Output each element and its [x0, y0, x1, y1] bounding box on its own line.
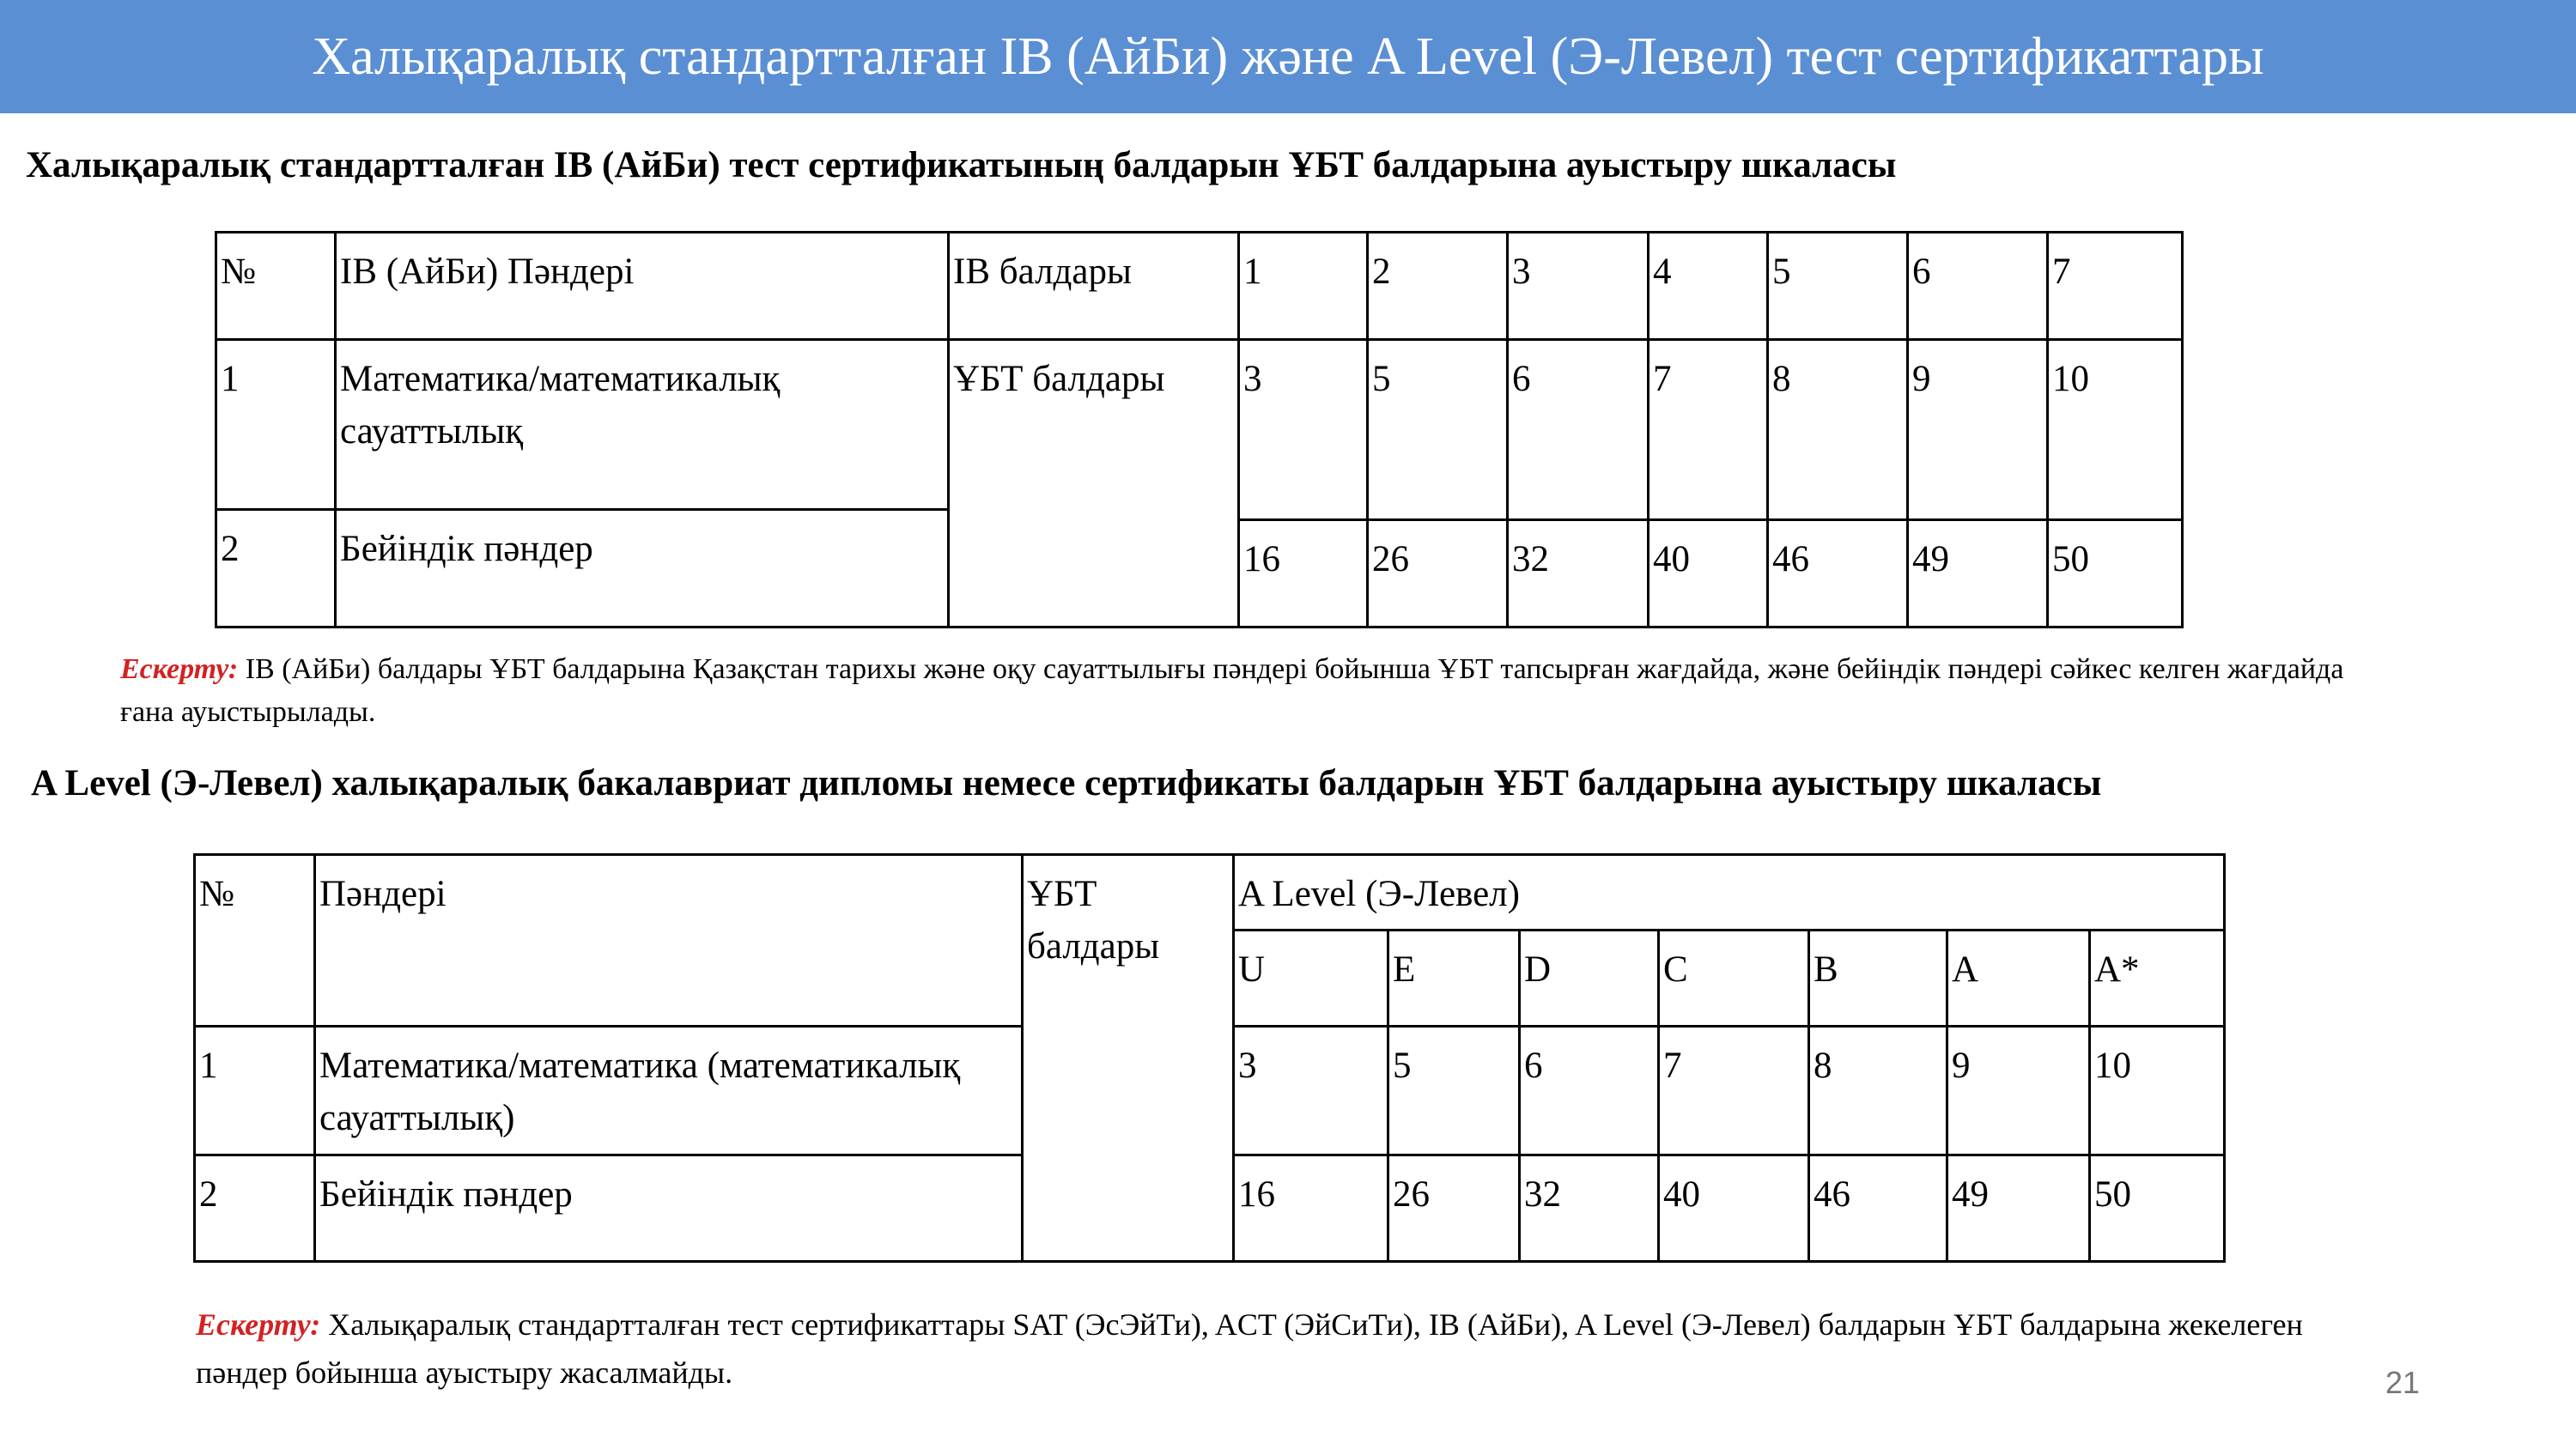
- ib-row-no: 2: [216, 510, 336, 627]
- alevel-score: 6: [1520, 1027, 1659, 1155]
- ib-score: 49: [1908, 520, 2048, 627]
- alevel-col-no: №: [195, 855, 315, 1027]
- alevel-score: 7: [1659, 1027, 1809, 1155]
- alevel-score: 5: [1388, 1027, 1520, 1155]
- ib-score: 7: [1649, 340, 1768, 520]
- alevel-note-text: Халықаралық стандартталған тест сертификаттары SAT (ЭсЭйТи), ACT (ЭйСиТи), IB (АйБи), A Level (Э-Левел) балдарын ҰБТ балдарына жекелеген пәндер бойынша ауыстыру жасалмайды.: [196, 1307, 2303, 1390]
- alevel-grade: U: [1234, 931, 1388, 1027]
- alevel-row-subject: Бейіндік пәндер: [315, 1155, 1023, 1262]
- alevel-note-label: Ескерту:: [196, 1307, 321, 1342]
- alevel-score: 3: [1234, 1027, 1388, 1155]
- ib-conversion-table: [215, 231, 2184, 628]
- ib-score: 16: [1239, 520, 1368, 627]
- alevel-grade: A: [1947, 931, 2090, 1027]
- ib-score: 9: [1908, 340, 2048, 520]
- ib-point: 2: [1368, 233, 1508, 340]
- ib-point: 7: [2048, 233, 2183, 340]
- ib-section-heading: Халықаралық стандартталған IB (АйБи) тест сертификатының балдарын ҰБТ балдарына ауыстыру шкаласы: [26, 145, 1897, 185]
- alevel-row-no: 1: [195, 1027, 315, 1155]
- ib-score: 40: [1649, 520, 1768, 627]
- ib-row-subject: Математика/математикалық сауаттылық: [336, 340, 949, 510]
- alevel-note: [196, 1300, 2351, 1397]
- ib-score: 8: [1768, 340, 1908, 520]
- alevel-col-ubt: ҰБТ балдары: [1023, 855, 1234, 1262]
- alevel-score: 10: [2090, 1027, 2225, 1155]
- alevel-grade: A*: [2090, 931, 2225, 1027]
- ib-point: 6: [1908, 233, 2048, 340]
- ib-score: 6: [1508, 340, 1649, 520]
- ib-note-label: Ескерту:: [120, 653, 239, 685]
- ib-point: 3: [1508, 233, 1649, 340]
- alevel-col-subject: Пәндері: [315, 855, 1023, 1027]
- ib-score: 26: [1368, 520, 1508, 627]
- ib-note: [120, 648, 2396, 734]
- ib-note-text: IB (АйБи) балдары ҰБТ балдарына Қазақстан тарихы және оқу сауаттылығы пәндері бойынша ҰБТ тапсырған жағдайда, және бейіндік пәндері сәйкес келген жағдайда ғана ауыстырылады.: [120, 653, 2344, 728]
- ib-score: 32: [1508, 520, 1649, 627]
- page-number: 21: [2385, 1365, 2421, 1400]
- alevel-row-no: 2: [195, 1155, 315, 1262]
- alevel-score: 40: [1659, 1155, 1809, 1262]
- alevel-score: 16: [1234, 1155, 1388, 1262]
- ib-score: 10: [2048, 340, 2183, 520]
- ib-ubt-label: ҰБТ балдары: [949, 340, 1239, 627]
- alevel-col-alevel: A Level (Э-Левел): [1234, 855, 2225, 931]
- alevel-header-row: [195, 855, 2225, 931]
- ib-score: 50: [2048, 520, 2183, 627]
- ib-row-no: 1: [216, 340, 336, 510]
- alevel-row-subject: Математика/математика (математикалық сауаттылық): [315, 1027, 1023, 1155]
- ib-score: 3: [1239, 340, 1368, 520]
- alevel-score: 49: [1947, 1155, 2090, 1262]
- alevel-score: 9: [1947, 1027, 2090, 1155]
- alevel-score: 50: [2090, 1155, 2225, 1262]
- alevel-grade: B: [1809, 931, 1947, 1027]
- ib-col-no: №: [216, 233, 336, 340]
- alevel-score: 8: [1809, 1027, 1947, 1155]
- slide-title: Халықаралық стандартталған IB (АйБи) және A Level (Э-Левел) тест сертификаттары: [312, 27, 2264, 86]
- ib-score: 5: [1368, 340, 1508, 520]
- ib-point: 1: [1239, 233, 1368, 340]
- ib-point: 4: [1649, 233, 1768, 340]
- ib-row-subject: Бейіндік пәндер: [336, 510, 949, 627]
- alevel-score: 32: [1520, 1155, 1659, 1262]
- ib-col-subject: IB (АйБи) Пәндері: [336, 233, 949, 340]
- alevel-grade: E: [1388, 931, 1520, 1027]
- alevel-conversion-table: [193, 853, 2226, 1263]
- ib-score: 46: [1768, 520, 1908, 627]
- alevel-score: 46: [1809, 1155, 1947, 1262]
- alevel-grade: D: [1520, 931, 1659, 1027]
- slide-title-banner: [0, 0, 2576, 113]
- alevel-score: 26: [1388, 1155, 1520, 1262]
- alevel-grade: C: [1659, 931, 1809, 1027]
- table-row: [216, 340, 2183, 510]
- ib-col-points: IB балдары: [949, 233, 1239, 340]
- alevel-section-heading: A Level (Э-Левел) халықаралық бакалавриат дипломы немесе сертификаты балдарын ҰБТ балдарына ауыстыру шкаласы: [31, 763, 2102, 803]
- ib-header-row: [216, 233, 2183, 340]
- ib-point: 5: [1768, 233, 1908, 340]
